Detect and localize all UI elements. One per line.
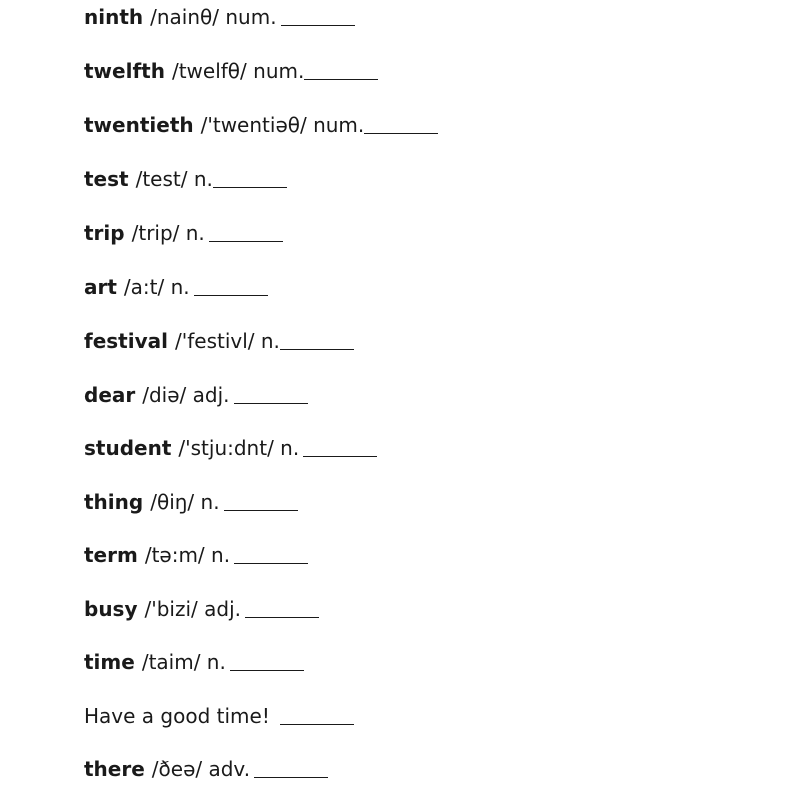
vocab-phonetic-pos: /'festivl/ n.: [174, 329, 280, 353]
vocab-phonetic-pos: /a:t/ n.: [123, 275, 190, 299]
vocab-entry-busy: [84, 594, 319, 624]
vocab-phonetic-pos: /'bizi/ adj.: [144, 597, 242, 621]
vocab-entry-there: [84, 754, 328, 784]
vocab-word: busy: [84, 597, 138, 621]
vocab-entry-time: [84, 647, 304, 677]
answer-blank[interactable]: [234, 545, 308, 564]
vocab-phonetic-pos: /'stju:dnt/ n.: [178, 436, 300, 460]
vocab-word: twelfth: [84, 59, 165, 83]
vocab-entry-have-a-good-time: [84, 701, 354, 731]
vocab-word: ninth: [84, 5, 144, 29]
vocab-phonetic-pos: /trip/ n.: [131, 221, 205, 245]
vocab-word: trip: [84, 221, 125, 245]
vocab-phonetic-pos: /twelfθ/ num.: [171, 59, 305, 83]
vocab-phonetic-pos: /ðeə/ adv.: [151, 757, 251, 781]
answer-blank[interactable]: [304, 61, 378, 80]
answer-blank[interactable]: [281, 7, 355, 26]
vocab-entry-thing: [84, 487, 298, 517]
vocab-word: festival: [84, 329, 168, 353]
vocab-phonetic-pos: /taim/ n.: [141, 650, 226, 674]
answer-blank[interactable]: [234, 385, 308, 404]
vocab-phonetic-pos: /'twentiəθ/ num.: [200, 113, 365, 137]
vocab-entry-twentieth: [84, 110, 438, 140]
answer-blank[interactable]: [213, 169, 287, 188]
vocab-word: art: [84, 275, 117, 299]
vocab-word: term: [84, 543, 138, 567]
vocab-phonetic-pos: /tə:m/ n.: [144, 543, 231, 567]
answer-blank[interactable]: [209, 223, 283, 242]
vocab-word: dear: [84, 383, 136, 407]
answer-blank[interactable]: [303, 438, 377, 457]
vocab-entry-twelfth: [84, 56, 378, 86]
answer-blank[interactable]: [280, 331, 354, 350]
vocab-entry-ninth: [84, 2, 355, 32]
vocab-word: test: [84, 167, 129, 191]
vocab-word: there: [84, 757, 145, 781]
vocab-word: twentieth: [84, 113, 194, 137]
vocab-entry-festival: [84, 326, 354, 356]
vocab-phrase: Have a good time!: [84, 704, 270, 728]
vocab-phonetic-pos: /nainθ/ num.: [150, 5, 277, 29]
answer-blank[interactable]: [194, 277, 268, 296]
answer-blank[interactable]: [254, 759, 328, 778]
vocab-word: time: [84, 650, 135, 674]
answer-blank[interactable]: [230, 652, 304, 671]
answer-blank[interactable]: [224, 492, 298, 511]
vocab-phonetic-pos: /diə/ adj.: [142, 383, 230, 407]
vocab-entry-dear: [84, 380, 308, 410]
answer-blank[interactable]: [280, 706, 354, 725]
vocab-word: thing: [84, 490, 144, 514]
vocab-entry-student: [84, 433, 377, 463]
vocab-entry-term: [84, 540, 308, 570]
vocab-word: student: [84, 436, 172, 460]
answer-blank[interactable]: [245, 599, 319, 618]
vocab-phonetic-pos: /test/ n.: [135, 167, 213, 191]
vocab-entry-test: [84, 164, 287, 194]
vocab-entry-art: [84, 272, 268, 302]
vocab-entry-trip: [84, 218, 283, 248]
vocab-phonetic-pos: /θiŋ/ n.: [150, 490, 220, 514]
answer-blank[interactable]: [364, 115, 438, 134]
